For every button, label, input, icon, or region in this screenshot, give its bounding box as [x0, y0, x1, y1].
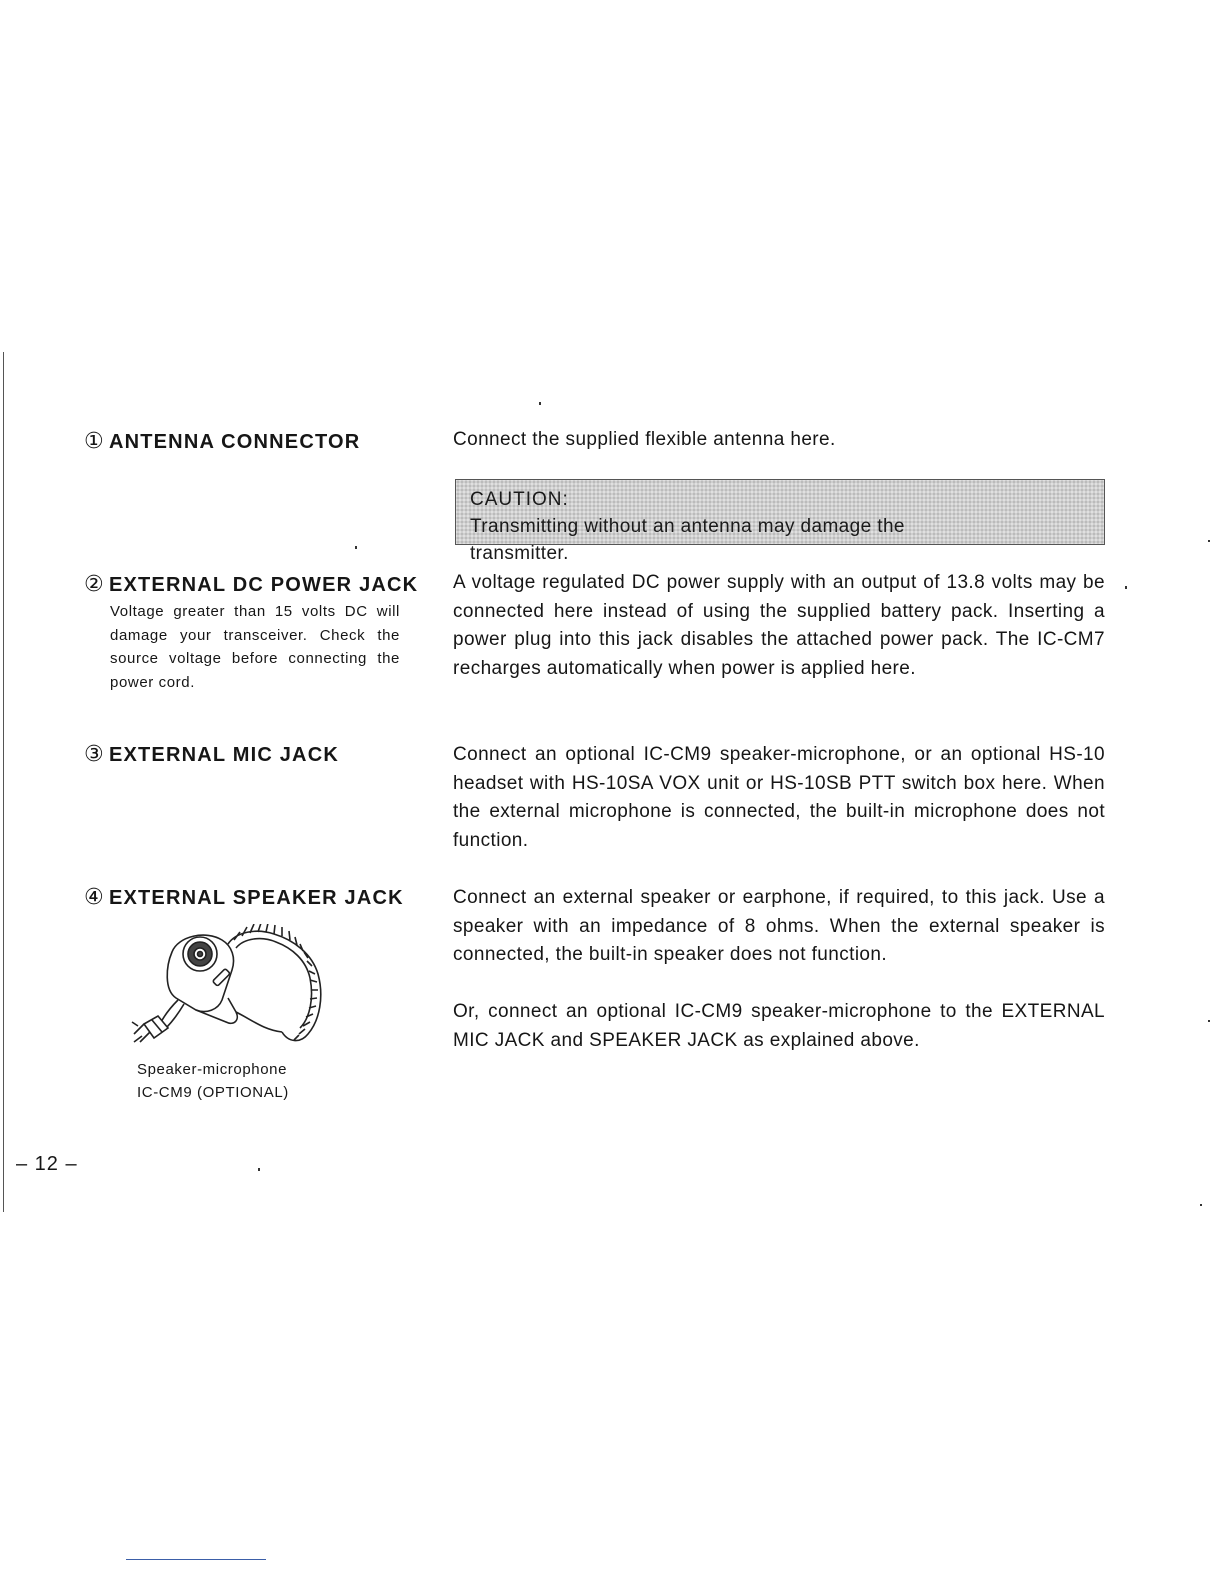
section-title-dc-power-jack: [84, 571, 418, 597]
scan-speck: [539, 402, 541, 405]
footer-rule: [126, 1559, 266, 1560]
section-title-speaker-jack: [84, 884, 404, 910]
section-title-text: ANTENNA CONNECTOR: [108, 431, 361, 453]
scan-speck: [1125, 586, 1127, 589]
scan-speck: [355, 546, 357, 549]
speaker-jack-description-2: Or, connect an optional IC-CM9 speaker-microphone to the EXTERNAL MIC JACK and SPEAKER JACK as explained above.: [453, 1001, 1105, 1051]
section-number: ④: [84, 884, 105, 909]
section-number: ②: [84, 571, 105, 596]
section-title-mic-jack: [84, 741, 339, 767]
section-title-text: EXTERNAL MIC JACK: [108, 744, 339, 766]
mic-jack-description: Connect an optional IC-CM9 speaker-microphone, or an optional HS-10 headset with HS-10SA VOX unit or HS-10SB PTT switch box here. When the external microphone is connected, the built-in microphone does not function.: [453, 744, 1105, 851]
scan-speck: [1208, 540, 1210, 542]
figure-caption: [137, 1058, 289, 1104]
dc-power-jack-note: Voltage greater than 15 volts DC will damage your transceiver. Check the source voltage before connecting the power cord.: [110, 603, 400, 691]
section-number: ①: [84, 428, 105, 453]
antenna-connector-description: Connect the supplied flexible antenna here.: [453, 429, 836, 450]
section-number: ③: [84, 741, 105, 766]
page-number: – 12 –: [16, 1153, 78, 1175]
section-title-text: EXTERNAL DC POWER JACK: [108, 574, 419, 596]
speaker-jack-description: Connect an external speaker or earphone, if required, to this jack. Use a speaker with an impedance of 8 ohms. When the external speaker is connected, the built-in speaker does not function.: [453, 887, 1105, 965]
section-title-text: EXTERNAL SPEAKER JACK: [108, 887, 404, 909]
scan-speck: [1200, 1204, 1202, 1206]
caution-text: Transmitting without an antenna may damage the transmitter.: [470, 516, 905, 564]
figure-caption-line-2: IC-CM9 (OPTIONAL): [137, 1084, 289, 1101]
figure-caption-line-1: Speaker-microphone: [137, 1061, 288, 1078]
page-edge-line: [3, 352, 4, 1212]
caution-box: [455, 479, 1105, 564]
scan-speck: [258, 1168, 260, 1171]
dc-power-jack-description: A voltage regulated DC power supply with an output of 13.8 volts may be connected here instead of using the supplied battery pack. Inserting a power plug into this jack disables the attached power pack. The IC-CM7 recharges automatically when power is applied here.: [453, 572, 1105, 679]
scan-speck: [1208, 1020, 1210, 1022]
caution-label: CAUTION:: [470, 489, 569, 510]
section-title-antenna-connector: [84, 428, 360, 454]
speaker-microphone-illustration: [124, 924, 340, 1052]
